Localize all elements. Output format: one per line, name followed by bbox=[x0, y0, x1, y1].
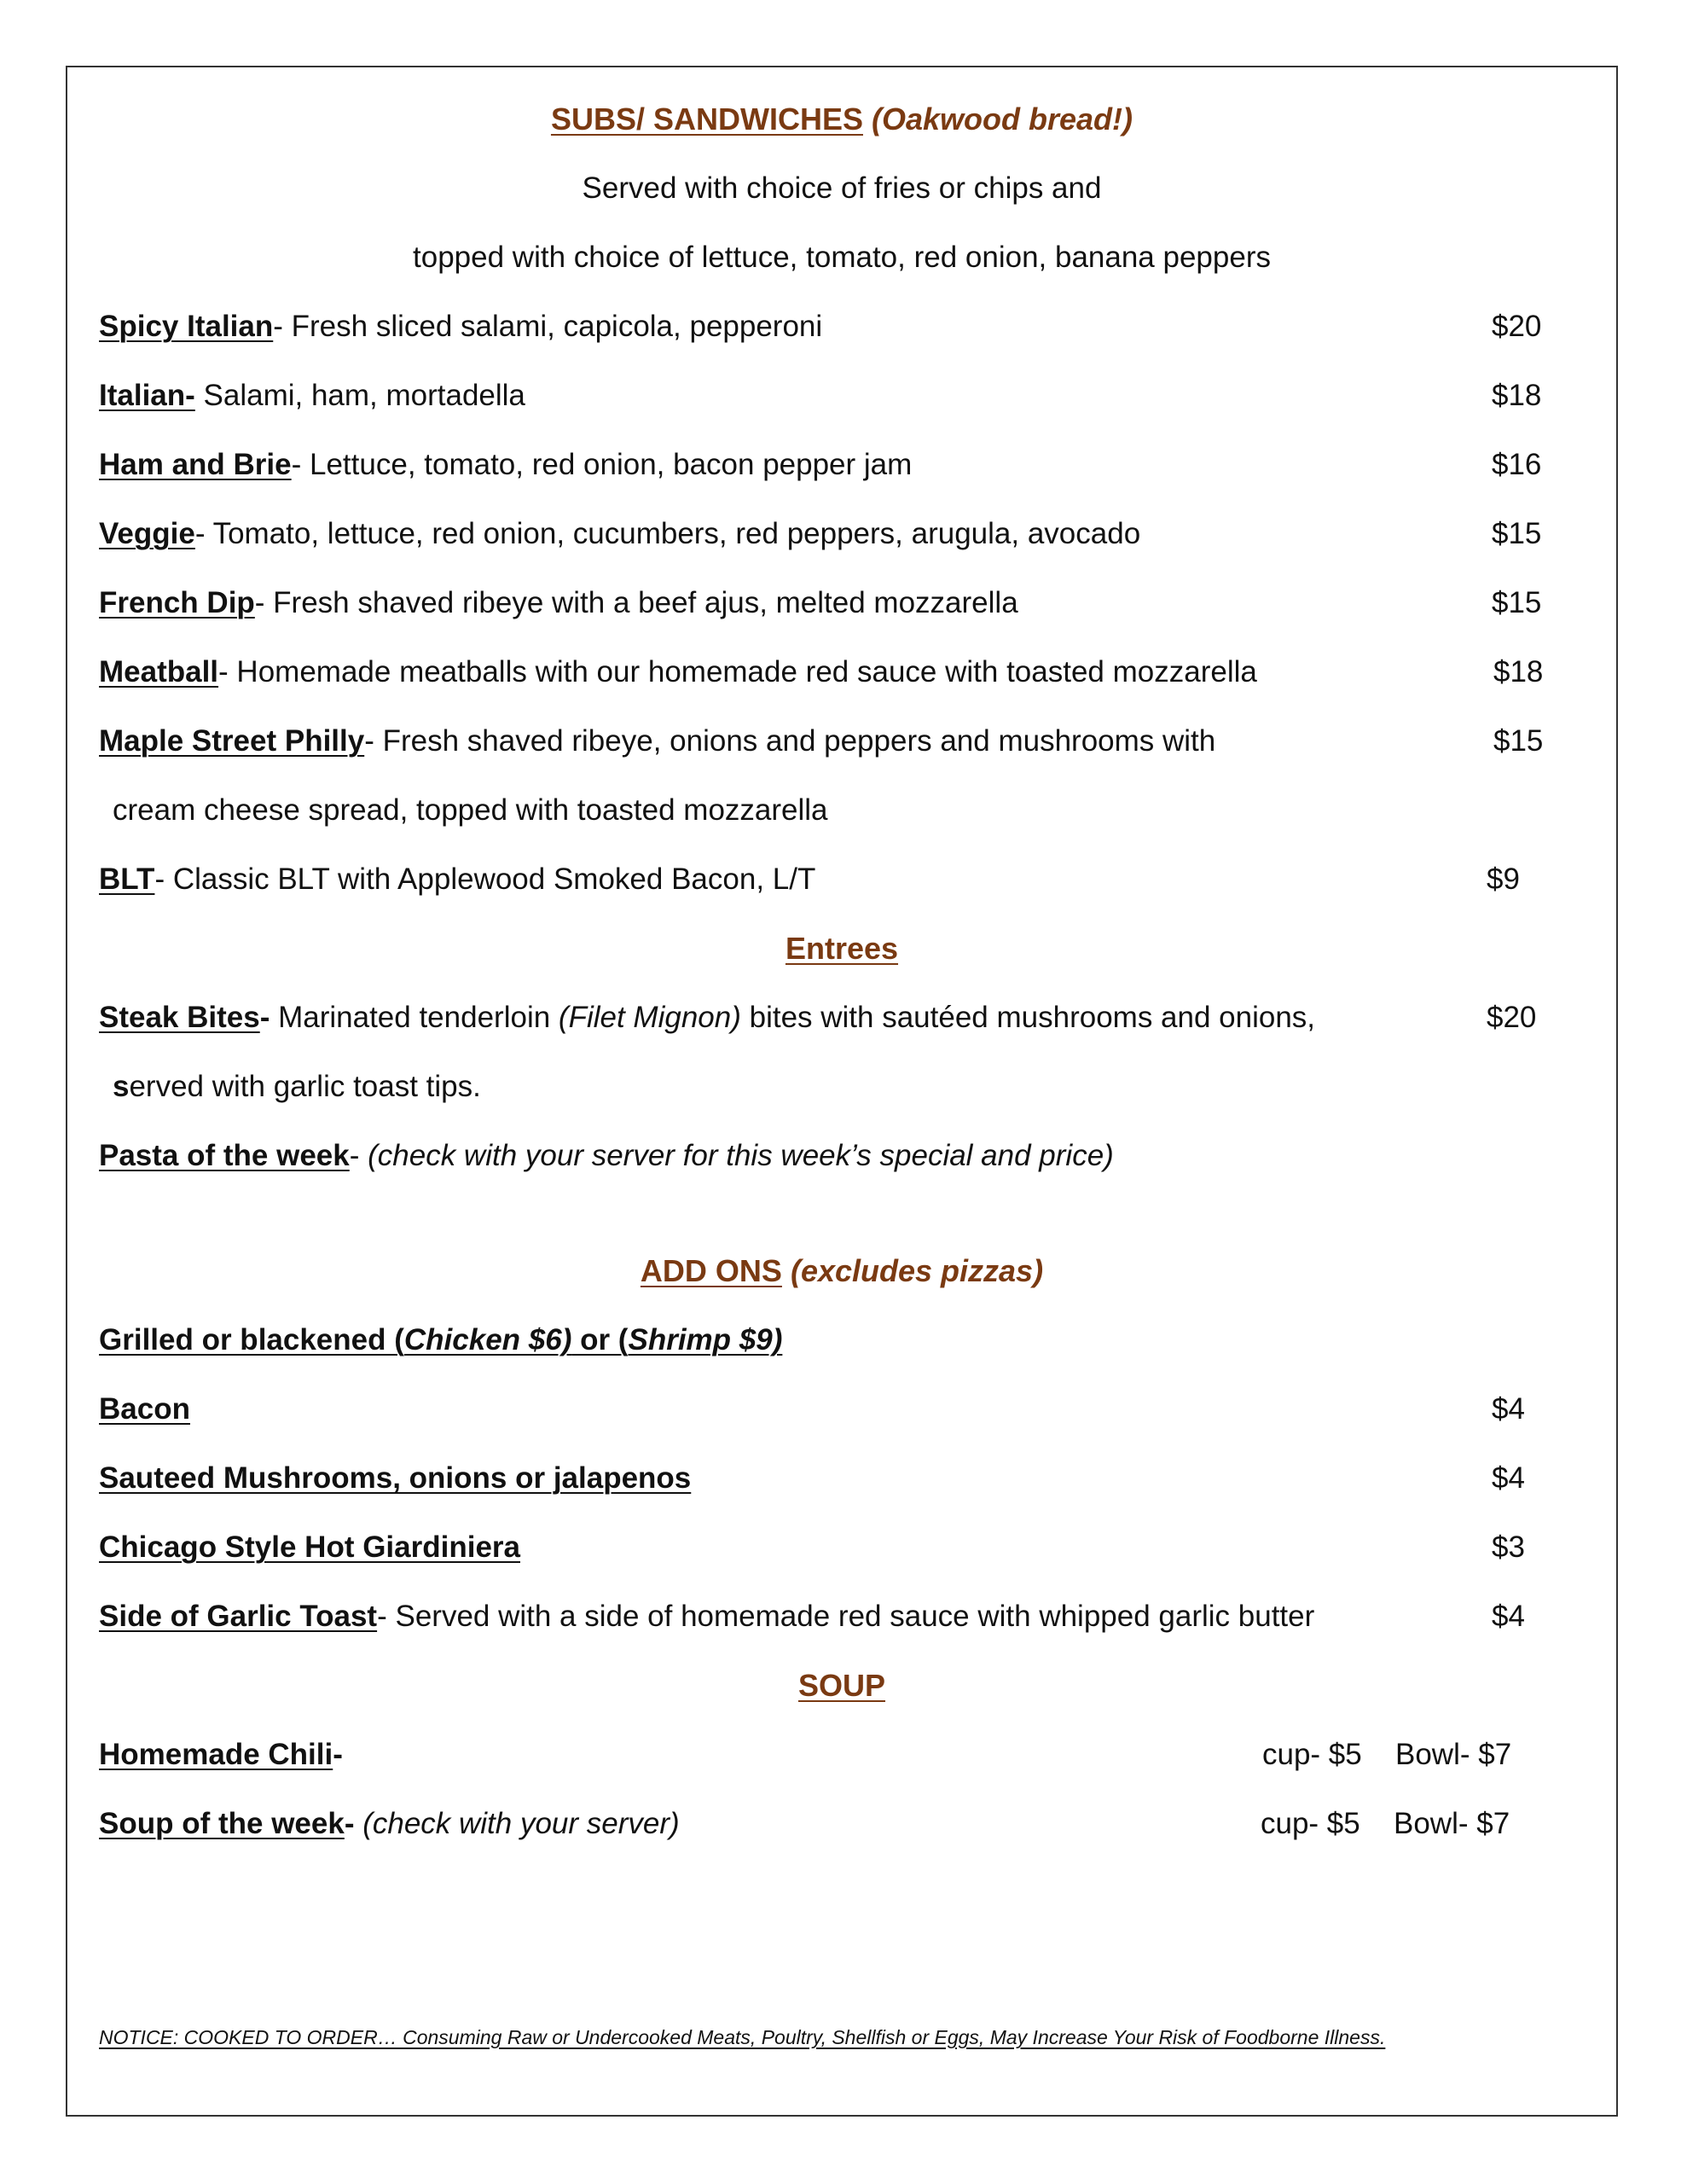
entrees-heading: Entrees bbox=[785, 931, 899, 966]
item-price: $20 bbox=[1487, 1001, 1537, 1034]
item-price: $20 bbox=[1492, 310, 1542, 343]
menu-item-continuation: served with garlic toast tips. bbox=[113, 1070, 481, 1103]
cup-price: cup- $5 bbox=[1261, 1807, 1360, 1840]
item-price: $15 bbox=[1493, 724, 1544, 758]
bowl-price: Bowl- $7 bbox=[1395, 1738, 1512, 1771]
menu-item: Spicy Italian- Fresh sliced salami, capicola, pepperoni $20 bbox=[99, 293, 1687, 361]
item-price: $18 bbox=[1493, 655, 1544, 688]
item-price: $15 bbox=[1492, 586, 1542, 619]
menu-item: Maple Street Philly- Fresh shaved ribeye, onions and peppers and mushrooms with $15 bbox=[99, 707, 1687, 775]
menu-item: Homemade Chili- cup- $5 Bowl- $7 bbox=[99, 1721, 1687, 1789]
menu-item: Bacon $4 bbox=[99, 1375, 1687, 1443]
subs-heading: SUBS/ SANDWICHES (Oakwood bread!) bbox=[550, 102, 1133, 136]
item-price: $18 bbox=[1492, 379, 1542, 412]
menu-item: Grilled or blackened (Chicken $6) or (Shrimp $9) bbox=[99, 1323, 783, 1356]
menu-item: Italian- Salami, ham, mortadella $18 bbox=[99, 362, 1687, 430]
menu-item: Ham and Brie- Lettuce, tomato, red onion, bacon pepper jam $16 bbox=[99, 431, 1687, 499]
item-price: $15 bbox=[1492, 517, 1542, 550]
menu-item: Veggie- Tomato, lettuce, red onion, cucumbers, red peppers, arugula, avocado $15 bbox=[99, 500, 1687, 568]
menu-item: Pasta of the week- (check with your server for this week’s special and price) bbox=[99, 1139, 1114, 1172]
food-safety-notice: NOTICE: COOKED TO ORDER… Consuming Raw or Undercooked Meats, Poultry, Shellfish or Eggs, May Increase Your Risk of Foodborne Illness. bbox=[99, 2026, 1386, 2048]
item-price: $4 bbox=[1492, 1392, 1525, 1426]
item-price: $16 bbox=[1492, 448, 1542, 481]
menu-item: Steak Bites- Marinated tenderloin (Filet Mignon) bites with sautéed mushrooms and onions, $20 bbox=[99, 984, 1687, 1052]
menu-item-continuation: cream cheese spread, topped with toasted mozzarella bbox=[113, 793, 828, 827]
menu-item: Soup of the week- (check with your server) cup- $5 Bowl- $7 bbox=[99, 1790, 1687, 1858]
subs-intro-line1: Served with choice of fries or chips and bbox=[582, 171, 1102, 205]
addons-heading: ADD ONS (excludes pizzas) bbox=[640, 1253, 1044, 1288]
item-price: $3 bbox=[1492, 1531, 1525, 1564]
soup-heading: SOUP bbox=[797, 1668, 886, 1703]
menu-item: Side of Garlic Toast- Served with a side of homemade red sauce with whipped garlic butter $4 bbox=[99, 1583, 1687, 1651]
menu-item: French Dip- Fresh shaved ribeye with a beef ajus, melted mozzarella $15 bbox=[99, 569, 1687, 637]
bowl-price: Bowl- $7 bbox=[1394, 1807, 1510, 1840]
item-price: $4 bbox=[1492, 1600, 1525, 1633]
subs-intro-line2: topped with choice of lettuce, tomato, red onion, banana peppers bbox=[413, 241, 1271, 274]
menu-item: Chicago Style Hot Giardiniera $3 bbox=[99, 1513, 1687, 1582]
menu-item: Sauteed Mushrooms, onions or jalapenos $4 bbox=[99, 1444, 1687, 1513]
item-price: $9 bbox=[1487, 863, 1520, 896]
menu-item: Meatball- Homemade meatballs with our homemade red sauce with toasted mozzarella $18 bbox=[99, 638, 1687, 706]
item-price: $4 bbox=[1492, 1461, 1525, 1495]
menu-item: BLT- Classic BLT with Applewood Smoked Bacon, L/T $9 bbox=[99, 845, 1687, 914]
cup-price: cup- $5 bbox=[1262, 1738, 1362, 1771]
